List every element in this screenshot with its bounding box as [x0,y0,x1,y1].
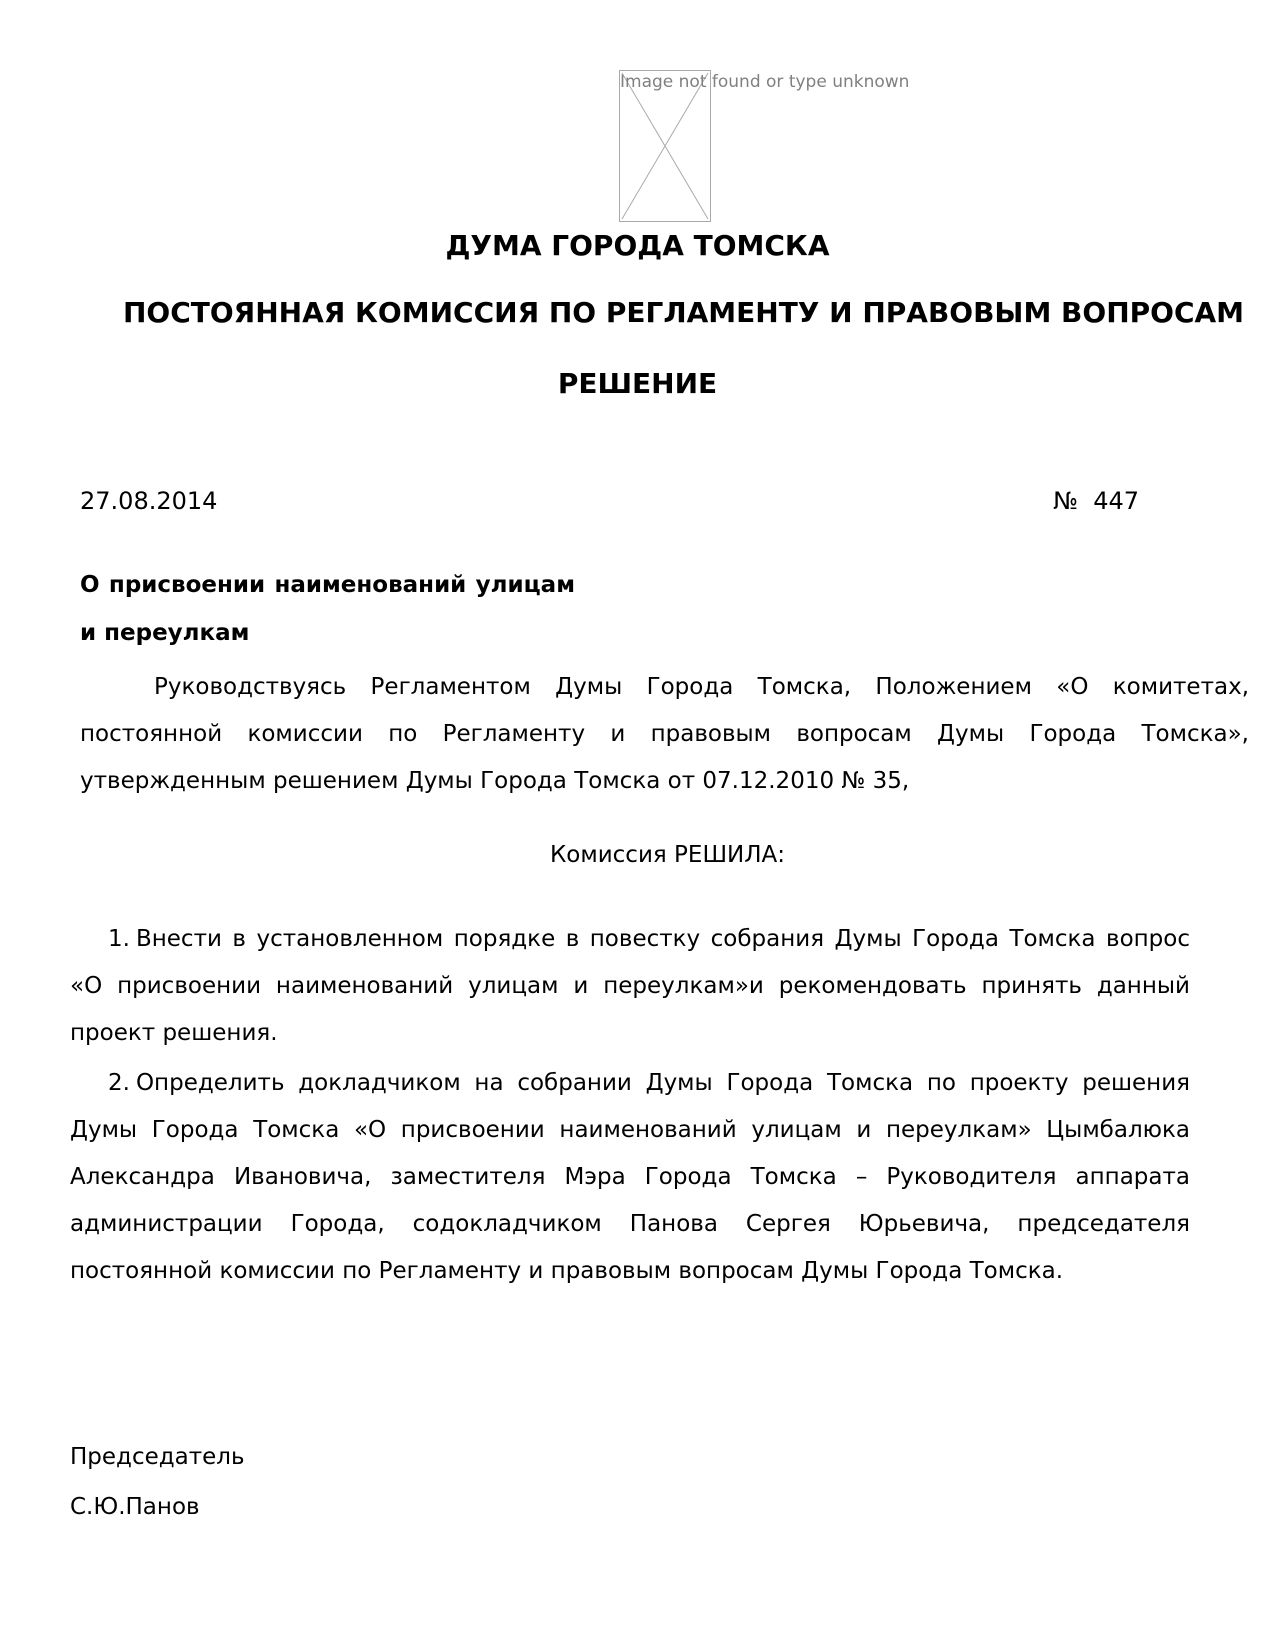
item-text: Внести в установленном порядке в повестку собрания Думы Города Томска вопрос «О присвоении наименований улицам и переулкам»и рекомендовать принять данный проект решения. [70,926,1190,1046]
signature-name: С.Ю.Панов [70,1494,200,1520]
document-number: № 447 [1053,487,1140,515]
commission-title: ПОСТОЯННАЯ КОМИССИЯ ПО РЕГЛАМЕНТУ И ПРАВОВЫМ ВОПРОСАМ [122,296,1245,329]
organization-title: ДУМА ГОРОДА ТОМСКА [445,229,830,262]
image-alt-text: Image not found or type unknown [620,72,910,92]
intro-paragraph: Руководствуясь Регламентом Думы Города Томска, Положением «О комитетах, постоянной комиссии по Регламенту и правовым вопросам Думы Города Томска», утвержденным решением Думы Города Томска от 07.12.2010 № 35, [80,674,1249,794]
resolution-heading: Комиссия РЕШИЛА: [549,842,786,868]
document-subject: О присвоении наименований улицам и переулкам [80,572,575,646]
document-date: 27.08.2014 [80,487,218,515]
document-type-title: РЕШЕНИЕ [557,367,718,400]
item-number: 2. [108,1070,130,1096]
resolution-item [70,916,1190,1057]
resolution-item [70,1060,1190,1295]
broken-image-icon [619,70,711,222]
signature-role: Председатель [70,1444,245,1470]
item-text: Определить докладчиком на собрании Думы Города Томска по проекту решения Думы Города Томска «О присвоении наименований улицам и переулкам» Цымбалюка Александра Ивановича, заместителя Мэра Города Томска – Руководителя аппарата администрации Города, содокладчиком Панова Сергея Юрьевича, председателя постоянной комиссии по Регламенту и правовым вопросам Думы Города Томска. [70,1070,1190,1284]
item-number: 1. [108,926,130,952]
